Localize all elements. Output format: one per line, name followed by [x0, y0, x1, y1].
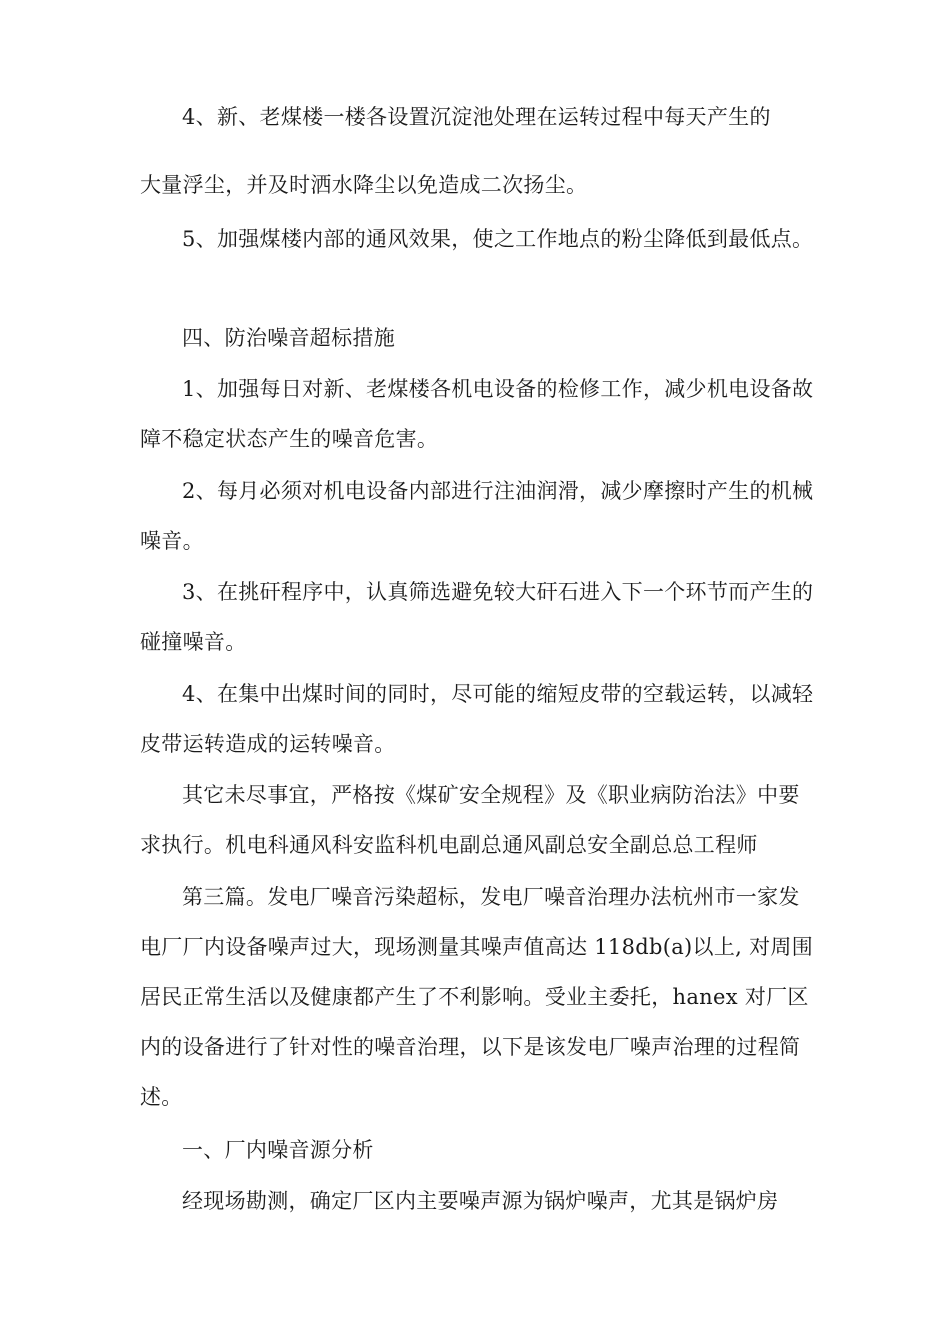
paragraph-2: 大量浮尘，并及时洒水降尘以免造成二次扬尘。: [140, 173, 588, 197]
paragraph-7: 3、在挑矸程序中，认真筛选避免较大矸石进入下一个环节而产生的碰撞噪音。: [140, 580, 814, 654]
section-heading-4: 四、防治噪音超标措施: [182, 326, 395, 350]
paragraph-8: 4、在集中出煤时间的同时，尽可能的缩短皮带的空载运转，以减轻皮带运转造成的运转噪音。: [140, 682, 814, 756]
paragraph-10: 第三篇。发电厂噪音污染超标，发电厂噪音治理办法杭州市一家发电厂厂内设备噪声过大，现场测量其噪声值高达 118db(a)以上, 对周围居民正常生活以及健康都产生了不利影响。受业主委托，hanex 对厂区内的设备进行了针对性的噪音治理，以下是该发电厂噪声治理的过程简述。: [140, 885, 813, 1109]
paragraph-9: 其它未尽事宜，严格按《煤矿安全规程》及《职业病防治法》中要求执行。机电科通风科安监科机电副总通风副总安全副总总工程师: [140, 783, 800, 857]
section-heading-11: 一、厂内噪音源分析: [182, 1138, 374, 1162]
paragraph-5: 1、加强每日对新、老煤楼各机电设备的检修工作，减少机电设备故障不稳定状态产生的噪音危害。: [140, 377, 814, 451]
paragraph-6: 2、每月必须对机电设备内部进行注油润滑，减少摩擦时产生的机械噪音。: [140, 479, 814, 553]
paragraph-3: 5、加强煤楼内部的通风效果，使之工作地点的粉尘降低到最低点。: [182, 227, 814, 251]
paragraph-12: 经现场勘测，确定厂区内主要噪声源为锅炉噪声，尤其是锅炉房: [182, 1189, 779, 1213]
paragraph-1: 4、新、老煤楼一楼各设置沉淀池处理在运转过程中每天产生的: [182, 105, 771, 129]
